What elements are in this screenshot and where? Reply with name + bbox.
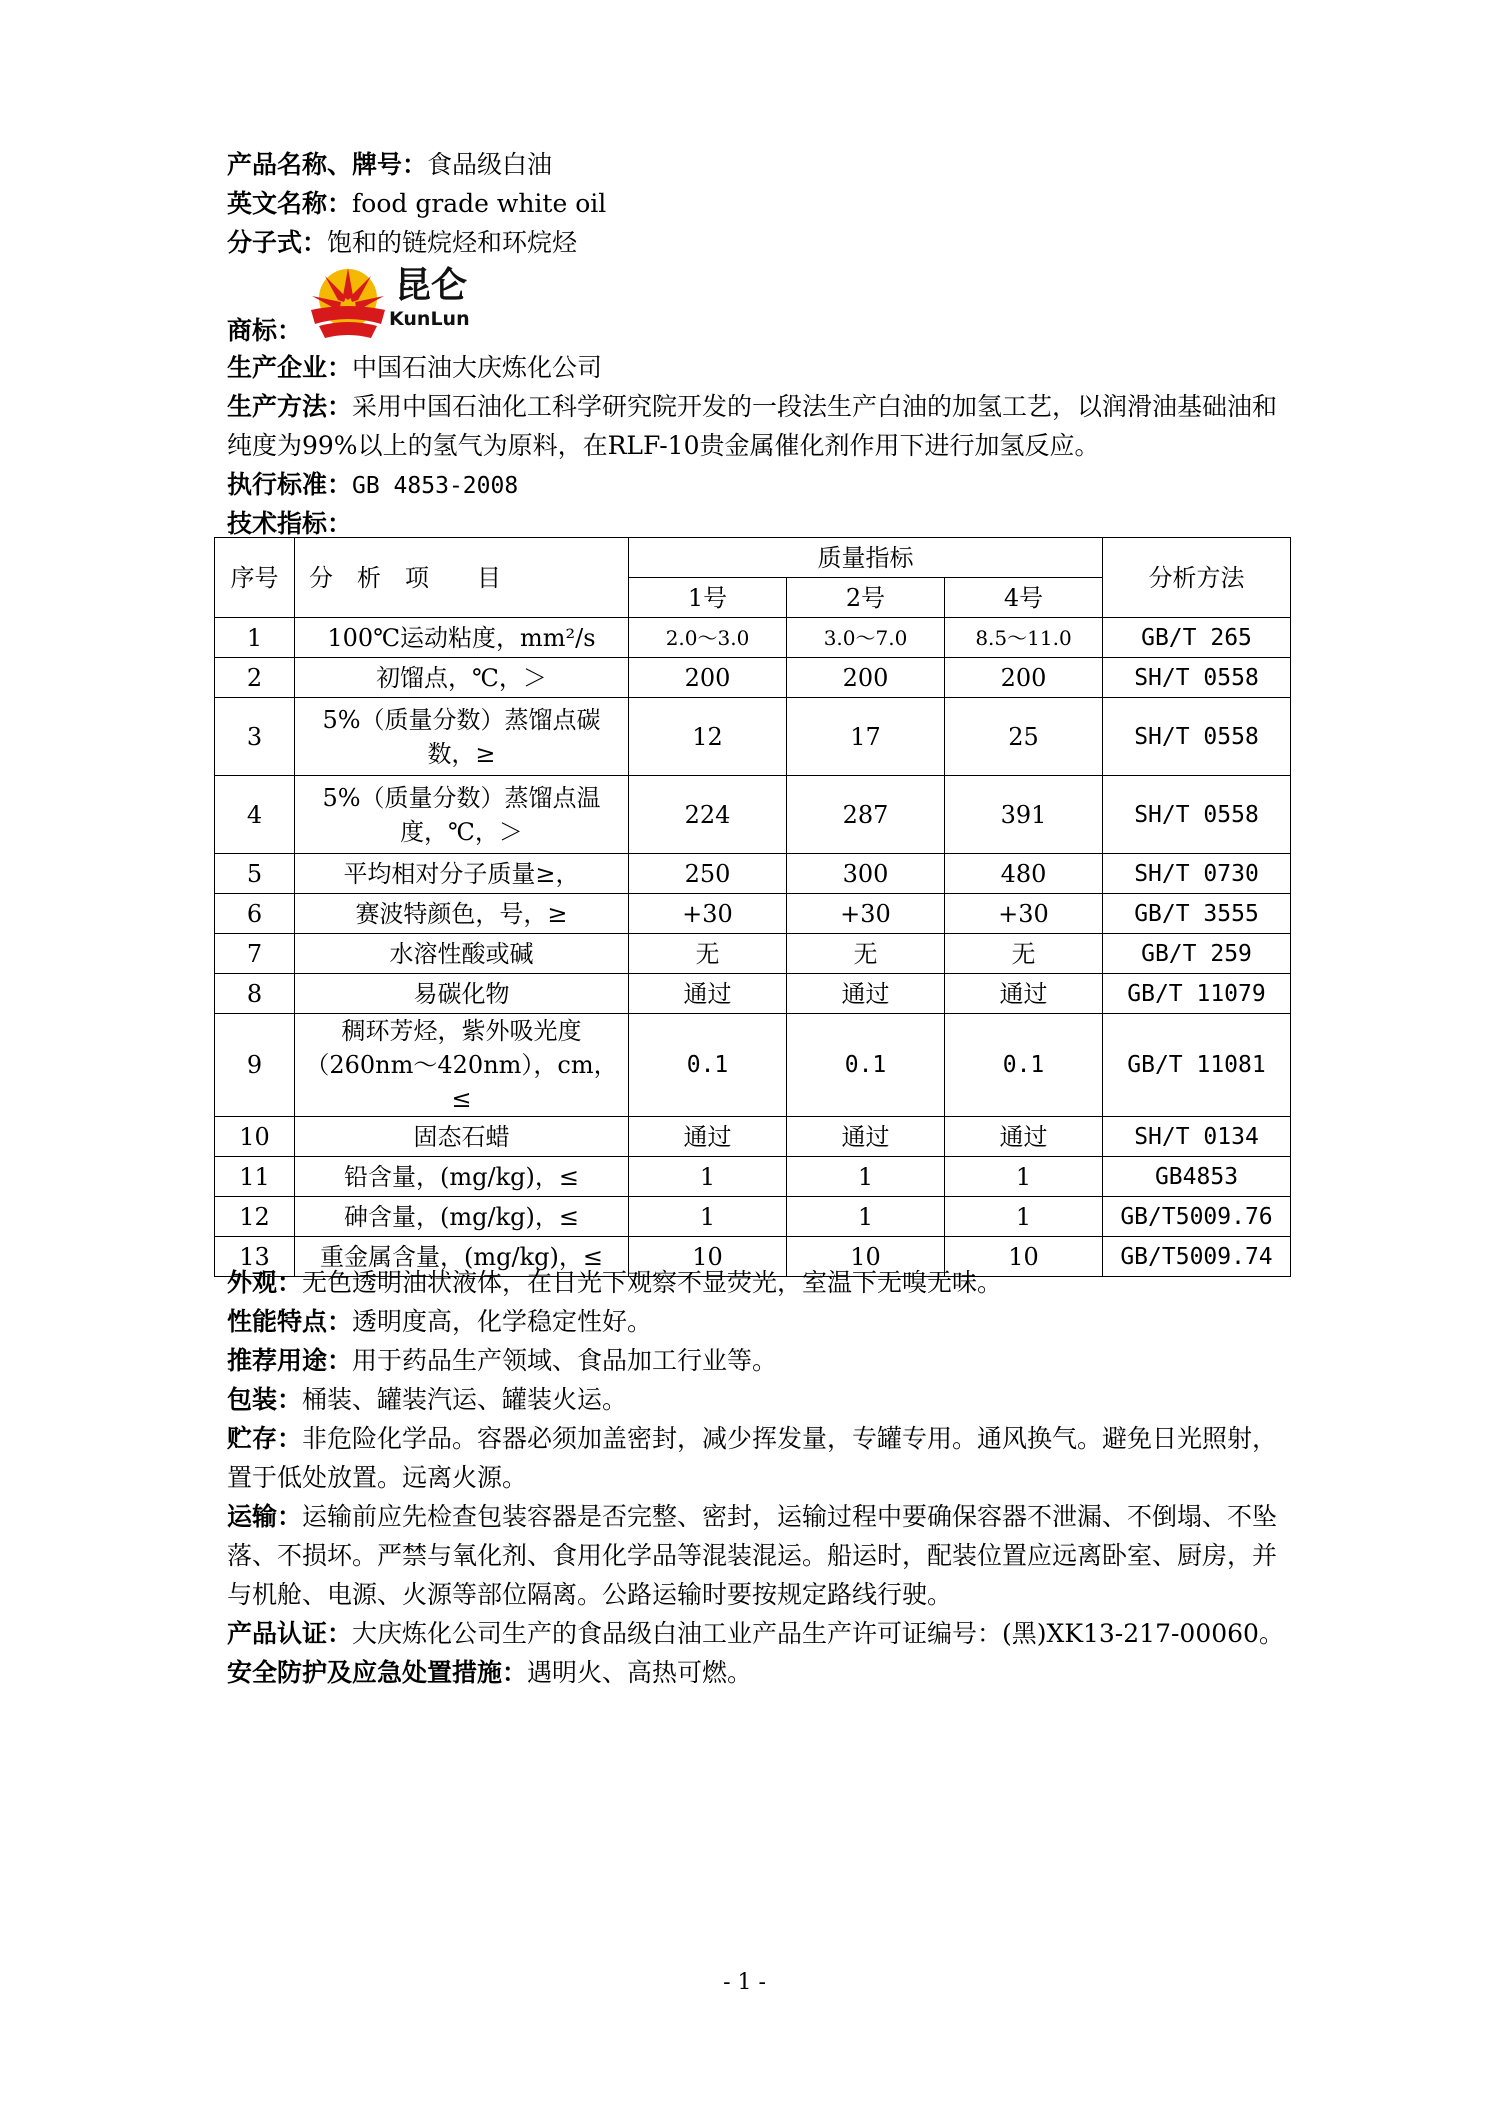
row-method: SH/T 0134 (1103, 1117, 1291, 1157)
storage-value: 非危险化学品。容器必须加盖密封，减少挥发量，专罐专用。通风换气。避免日光照射，置于低处放置。远离火源。 (227, 1424, 1278, 1492)
spec-table-body (215, 538, 1291, 1277)
row-grade-2-value: 无 (787, 934, 945, 974)
row-item: 铅含量，(mg/kg)，≤ (295, 1157, 629, 1197)
producer-value: 中国石油大庆炼化公司 (352, 353, 603, 382)
table-row (215, 698, 1291, 776)
usage-label: 推荐用途： (227, 1346, 353, 1375)
row-grade-1-value: 224 (629, 776, 787, 854)
english-name-value: food grade white oil (352, 189, 607, 218)
method-value: 采用中国石油化工科学研究院开发的一段法生产白油的加氢工艺，以润滑油基础油和纯度为99%以上的氢气为原料，在RLF-10贵金属催化剂作用下进行加氢反应。 (227, 392, 1278, 460)
row-grade-1-value: 12 (629, 698, 787, 776)
row-grade-1-value: 10 (629, 1237, 787, 1277)
row-method: SH/T 0558 (1103, 658, 1291, 698)
row-item: 砷含量，(mg/kg)，≤ (295, 1197, 629, 1237)
row-grade-2-value: 通过 (787, 1117, 945, 1157)
safety-line (227, 1653, 1287, 1692)
row-item: 5%（质量分数）蒸馏点温度，℃，＞ (295, 776, 629, 854)
row-grade-4-value: 10 (945, 1237, 1103, 1277)
row-method: SH/T 0730 (1103, 854, 1291, 894)
transport-paragraph (227, 1497, 1287, 1614)
row-grade-4-value: 391 (945, 776, 1103, 854)
row-grade-4-value: 200 (945, 658, 1103, 698)
row-grade-2-value: 287 (787, 776, 945, 854)
transport-value: 运输前应先检查包装容器是否完整、密封，运输过程中要确保容器不泄漏、不倒塌、不坠落、不损坏。严禁与氧化剂、食用化学品等混装混运。船运时，配装位置应远离卧室、厨房，并与机舱、电源、火源等部位隔离。公路运输时要按规定路线行驶。 (227, 1502, 1278, 1609)
row-item: 重金属含量，(mg/kg)，≤ (295, 1237, 629, 1277)
formula-value: 饱和的链烷烃和环烷烃 (327, 228, 578, 257)
table-row (215, 1117, 1291, 1157)
table-row (215, 934, 1291, 974)
row-grade-4-value: +30 (945, 894, 1103, 934)
packaging-line (227, 1380, 1287, 1419)
header-method: 分析方法 (1103, 538, 1291, 618)
row-seq: 8 (215, 974, 295, 1014)
page-number: - 1 - (723, 1970, 766, 1995)
row-grade-2-value: 通过 (787, 974, 945, 1014)
table-row (215, 974, 1291, 1014)
row-grade-2-value: +30 (787, 894, 945, 934)
english-name-label: 英文名称： (227, 189, 353, 218)
header-grade-1: 1号 (629, 578, 787, 618)
row-grade-1-value: 0.1 (629, 1014, 787, 1117)
standard-value: GB 4853-2008 (352, 473, 519, 499)
formula-line (227, 223, 1287, 262)
row-method: GB/T5009.74 (1103, 1237, 1291, 1277)
product-name-label: 产品名称、牌号： (227, 150, 428, 179)
row-grade-2-value: 1 (787, 1157, 945, 1197)
appearance-line (227, 1263, 1287, 1302)
table-row (215, 854, 1291, 894)
features-label: 性能特点： (227, 1307, 353, 1336)
row-seq: 11 (215, 1157, 295, 1197)
trademark-label: 商标： (227, 316, 303, 345)
usage-line (227, 1341, 1287, 1380)
logo-english-text: KunLun (389, 308, 470, 330)
row-seq: 4 (215, 776, 295, 854)
table-row (215, 776, 1291, 854)
table-header-row (215, 538, 1291, 578)
packaging-value: 桶装、罐装汽运、罐装火运。 (302, 1385, 628, 1414)
table-row (215, 1197, 1291, 1237)
usage-value: 用于药品生产领域、食品加工行业等。 (352, 1346, 778, 1375)
header-grade-2: 2号 (787, 578, 945, 618)
certification-value: 大庆炼化公司生产的食品级白油工业产品生产许可证编号：(黑)XK13-217-00060。 (352, 1619, 1284, 1648)
method-paragraph (227, 387, 1287, 465)
standard-line (227, 465, 1287, 504)
storage-paragraph (227, 1419, 1287, 1497)
row-method: GB/T 3555 (1103, 894, 1291, 934)
row-method: SH/T 0558 (1103, 776, 1291, 854)
row-grade-4-value: 8.5～11.0 (945, 618, 1103, 658)
safety-value: 遇明火、高热可燃。 (527, 1658, 753, 1687)
row-item: 固态石蜡 (295, 1117, 629, 1157)
method-label: 生产方法： (227, 392, 353, 421)
row-grade-4-value: 无 (945, 934, 1103, 974)
product-name-line (227, 145, 1287, 184)
row-grade-4-value: 1 (945, 1157, 1103, 1197)
row-seq: 12 (215, 1197, 295, 1237)
row-grade-1-value: 无 (629, 934, 787, 974)
table-row (215, 1157, 1291, 1197)
row-seq: 9 (215, 1014, 295, 1117)
row-grade-4-value: 通过 (945, 1117, 1103, 1157)
row-grade-4-value: 0.1 (945, 1014, 1103, 1117)
row-item: 100℃运动粘度，mm²/s (295, 618, 629, 658)
document-header (227, 145, 1287, 543)
row-item: 5%（质量分数）蒸馏点碳数，≥ (295, 698, 629, 776)
row-seq: 1 (215, 618, 295, 658)
row-grade-4-value: 480 (945, 854, 1103, 894)
row-item: 水溶性酸或碱 (295, 934, 629, 974)
packaging-label: 包装： (227, 1385, 303, 1414)
row-grade-4-value: 1 (945, 1197, 1103, 1237)
row-method: GB/T 259 (1103, 934, 1291, 974)
row-grade-1-value: 通过 (629, 1117, 787, 1157)
row-seq: 2 (215, 658, 295, 698)
row-grade-1-value: 250 (629, 854, 787, 894)
transport-label: 运输： (227, 1502, 303, 1531)
tech-spec-label: 技术指标： (227, 509, 353, 538)
kunlun-flame-icon (307, 266, 389, 342)
row-item: 平均相对分子质量≥， (295, 854, 629, 894)
english-name-line (227, 184, 1287, 223)
formula-label: 分子式： (227, 228, 328, 257)
appearance-value: 无色透明油状液体，在日光下观察不显荧光，室温下无嗅无味。 (302, 1268, 1003, 1297)
table-row (215, 658, 1291, 698)
product-name-value: 食品级白油 (427, 150, 553, 179)
kunlun-logo (307, 266, 607, 346)
features-value: 透明度高，化学稳定性好。 (352, 1307, 653, 1336)
safety-label: 安全防护及应急处置措施： (227, 1658, 528, 1687)
producer-line (227, 348, 1287, 387)
certification-line (227, 1614, 1287, 1653)
row-grade-1-value: +30 (629, 894, 787, 934)
standard-label: 执行标准： (227, 470, 353, 499)
row-method: GB/T 265 (1103, 618, 1291, 658)
spec-table (214, 537, 1291, 1277)
storage-label: 贮存： (227, 1424, 303, 1453)
row-seq: 6 (215, 894, 295, 934)
row-item: 初馏点，℃，＞ (295, 658, 629, 698)
row-method: GB/T 11079 (1103, 974, 1291, 1014)
row-grade-1-value: 通过 (629, 974, 787, 1014)
header-quality: 质量指标 (629, 538, 1103, 578)
row-seq: 7 (215, 934, 295, 974)
row-grade-2-value: 0.1 (787, 1014, 945, 1117)
logo-chinese-text: 昆仑 (395, 265, 468, 306)
row-method: GB/T5009.76 (1103, 1197, 1291, 1237)
table-row (215, 894, 1291, 934)
row-seq: 3 (215, 698, 295, 776)
table-row (215, 618, 1291, 658)
row-grade-1-value: 1 (629, 1157, 787, 1197)
row-grade-2-value: 1 (787, 1197, 945, 1237)
certification-label: 产品认证： (227, 1619, 353, 1648)
header-grade-4: 4号 (945, 578, 1103, 618)
row-method: SH/T 0558 (1103, 698, 1291, 776)
row-grade-1-value: 200 (629, 658, 787, 698)
row-grade-2-value: 300 (787, 854, 945, 894)
row-grade-2-value: 17 (787, 698, 945, 776)
header-seq: 序号 (215, 538, 295, 618)
row-seq: 10 (215, 1117, 295, 1157)
row-grade-2-value: 200 (787, 658, 945, 698)
row-grade-1-value: 2.0～3.0 (629, 618, 787, 658)
appearance-label: 外观： (227, 1268, 303, 1297)
producer-label: 生产企业： (227, 353, 353, 382)
row-item: 稠环芳烃，紫外吸光度（260nm～420nm），cm，≤ (295, 1014, 629, 1117)
trademark-line (227, 262, 1287, 348)
table-row (215, 1014, 1291, 1117)
row-seq: 5 (215, 854, 295, 894)
row-grade-4-value: 25 (945, 698, 1103, 776)
row-grade-2-value: 10 (787, 1237, 945, 1277)
row-grade-2-value: 3.0～7.0 (787, 618, 945, 658)
row-method: GB4853 (1103, 1157, 1291, 1197)
features-line (227, 1302, 1287, 1341)
row-seq: 13 (215, 1237, 295, 1277)
header-item: 分 析 项 目 (295, 538, 629, 618)
document-footer (227, 1263, 1287, 1692)
row-grade-1-value: 1 (629, 1197, 787, 1237)
row-method: GB/T 11081 (1103, 1014, 1291, 1117)
row-grade-4-value: 通过 (945, 974, 1103, 1014)
row-item: 赛波特颜色，号，≥ (295, 894, 629, 934)
row-item: 易碳化物 (295, 974, 629, 1014)
